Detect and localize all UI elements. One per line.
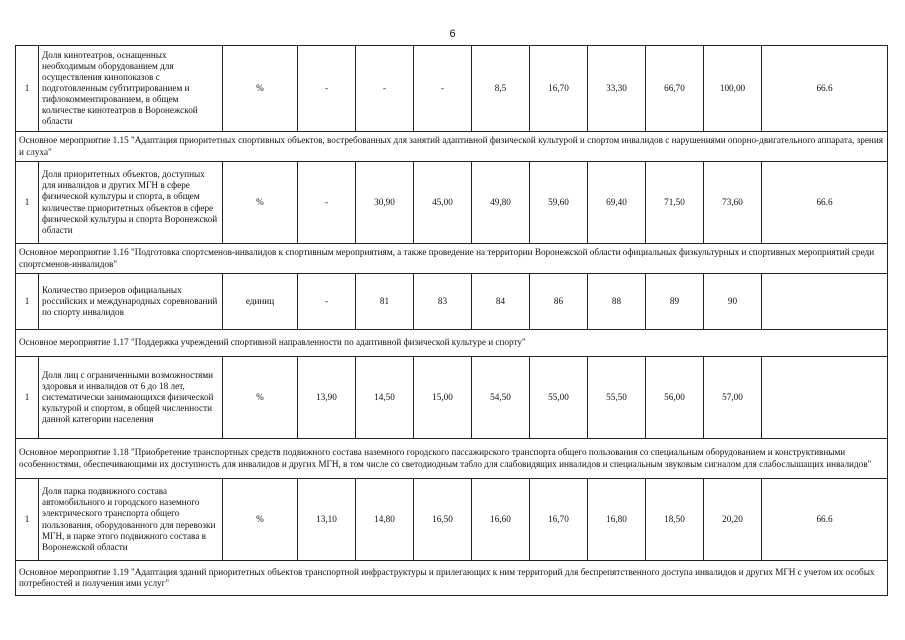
last-value-cell [762, 357, 888, 439]
value-cell: - [298, 46, 356, 132]
value-cell: - [298, 162, 356, 244]
last-value-cell: 66.6 [762, 46, 888, 132]
table-row [16, 162, 888, 244]
value-cell: - [414, 46, 472, 132]
value-cell: 16,80 [588, 479, 646, 561]
section-title: Основное мероприятие 1.17 "Поддержка учреждений спортивной направленности по адаптивной физической культуре и спорту" [16, 330, 888, 357]
value-cell: 55,00 [530, 357, 588, 439]
value-cell: 16,50 [414, 479, 472, 561]
value-cell: 30,90 [356, 162, 414, 244]
unit-cell: % [223, 162, 298, 244]
indicators-table [15, 45, 888, 596]
value-cell: 59,60 [530, 162, 588, 244]
unit-cell: единиц [223, 274, 298, 330]
value-cell: 81 [356, 274, 414, 330]
section-row [16, 561, 888, 596]
last-value-cell: 66.6 [762, 162, 888, 244]
indicator-name: Доля кинотеатров, оснащенных необходимым оборудованием для осуществления кинопоказов с подготовленным субтитрированием и тифлокомментированием, в общем количестве кинотеатров в Воронежской области [39, 46, 223, 132]
value-cell: 73,60 [704, 162, 762, 244]
value-cell: 16,70 [530, 479, 588, 561]
last-value-cell: 66.6 [762, 479, 888, 561]
table-row [16, 357, 888, 439]
value-cell: 56,00 [646, 357, 704, 439]
value-cell: 57,00 [704, 357, 762, 439]
value-cell: 90 [704, 274, 762, 330]
value-cell: 45,00 [414, 162, 472, 244]
value-cell: 88 [588, 274, 646, 330]
row-number: 1 [16, 357, 39, 439]
value-cell: 33,30 [588, 46, 646, 132]
value-cell: 20,20 [704, 479, 762, 561]
value-cell: 71,50 [646, 162, 704, 244]
value-cell: 13,90 [298, 357, 356, 439]
section-row [16, 330, 888, 357]
value-cell: 16,70 [530, 46, 588, 132]
value-cell: 86 [530, 274, 588, 330]
value-cell: 13,10 [298, 479, 356, 561]
last-value-cell [762, 274, 888, 330]
value-cell: 16,60 [472, 479, 530, 561]
value-cell: 83 [414, 274, 472, 330]
value-cell: - [298, 274, 356, 330]
row-number: 1 [16, 479, 39, 561]
indicator-name: Доля приоритетных объектов, доступных для инвалидов и других МГН в сфере физической культуры и спорта, в общем количестве приоритетных объектов в сфере физической культуры и спорта Воронежской области [39, 162, 223, 244]
section-title: Основное мероприятие 1.16 "Подготовка спортсменов-инвалидов к спортивным мероприятиям, а также проведение на территории Воронежской области официальных физкультурных и спортивных мероприятий среди спортсменов-инвалидов" [16, 244, 888, 274]
value-cell: 89 [646, 274, 704, 330]
value-cell: 8,5 [472, 46, 530, 132]
value-cell: 55,50 [588, 357, 646, 439]
indicator-name: Количество призеров официальных российских и международных соревнований по спорту инвалидов [39, 274, 223, 330]
row-number: 1 [16, 274, 39, 330]
table-row [16, 274, 888, 330]
section-title: Основное мероприятие 1.19 "Адаптация зданий приоритетных объектов транспортной инфраструктуры и прилегающих к ним территорий для беспрепятственного доступа инвалидов и других МГН с учетом их особых потребностей и получения ими услуг" [16, 561, 888, 596]
value-cell: 14,50 [356, 357, 414, 439]
value-cell: 84 [472, 274, 530, 330]
table-row [16, 479, 888, 561]
section-row [16, 244, 888, 274]
value-cell: 49,80 [472, 162, 530, 244]
row-number: 1 [16, 46, 39, 132]
unit-cell: % [223, 479, 298, 561]
value-cell: - [356, 46, 414, 132]
indicator-name: Доля лиц с ограниченными возможностями здоровья и инвалидов от 6 до 18 лет, систематически занимающихся физической культурой и спортом, в общей численности данной категории населения [39, 357, 223, 439]
value-cell: 66,70 [646, 46, 704, 132]
indicator-name: Доля парка подвижного состава автомобильного и городского наземного электрического транспорта общего пользования, оборудованного для перевозки МГН, в парке этого подвижного состава в Воронежской области [39, 479, 223, 561]
unit-cell: % [223, 46, 298, 132]
section-title: Основное мероприятие 1.15 "Адаптация приоритетных спортивных объектов, востребованных для занятий адаптивной физической культурой и спортом инвалидов с нарушениями опорно-двигательного аппарата, зрения и слуха" [16, 132, 888, 162]
page-number: 6 [449, 28, 456, 40]
value-cell: 18,50 [646, 479, 704, 561]
value-cell: 15,00 [414, 357, 472, 439]
row-number: 1 [16, 162, 39, 244]
value-cell: 100,00 [704, 46, 762, 132]
value-cell: 69,40 [588, 162, 646, 244]
value-cell: 14,80 [356, 479, 414, 561]
unit-cell: % [223, 357, 298, 439]
section-row [16, 439, 888, 479]
section-title: Основное мероприятие 1.18 "Приобретение транспортных средств подвижного состава наземного городского пассажирского транспорта общего пользования со специальным оборудованием и конструктивными особенностями, обеспечивающими их доступность для инвалидов и других МГН, в том числе со светодиодным табло для слабовидящих инвалидов и специальным звуковым сигналом для слабослышащих инвалидов" [16, 439, 888, 479]
value-cell: 54,50 [472, 357, 530, 439]
section-row [16, 132, 888, 162]
table-row [16, 46, 888, 132]
